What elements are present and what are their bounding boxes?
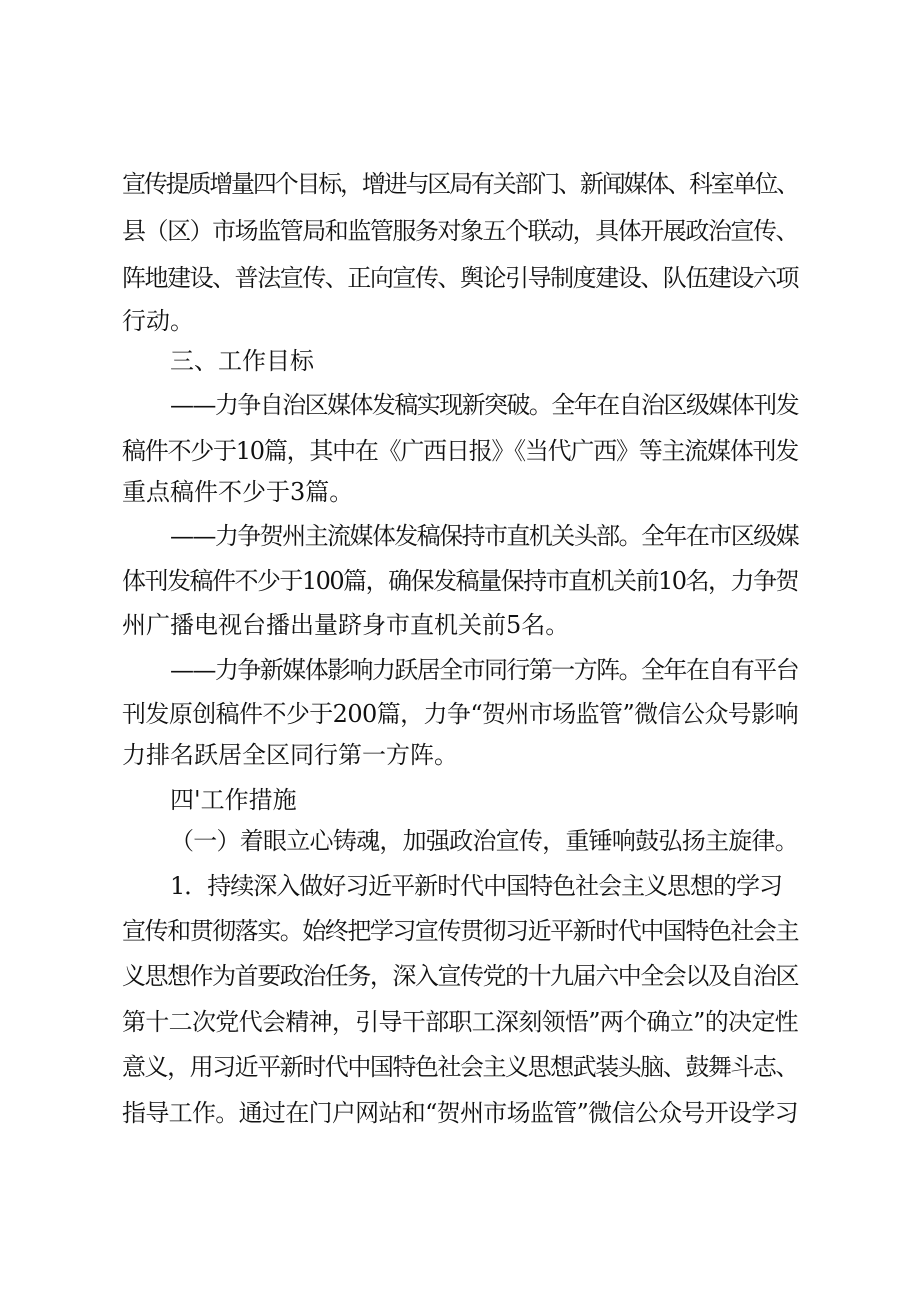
body-text-line: 体刊发稿件不少于100篇，确保发稿量保持市直机关前10名，力争贺: [122, 567, 798, 595]
body-text-line: 县（区）市场监管局和监管服务对象五个联动，具体开展政治宣传、: [122, 217, 798, 245]
body-text-line: 行动。: [122, 307, 194, 335]
section-heading: 四'工作措施: [170, 786, 297, 814]
body-text-line: 刊发原创稿件不少于200篇，力争“贺州市场监管”微信公众号影响: [122, 700, 798, 728]
body-text-line: 意义，用习近平新时代中国特色社会主义思想武装头脑、鼓舞斗志、: [122, 1053, 798, 1081]
body-text-line: 阵地建设、普法宣传、正向宣传、舆论引导制度建设、队伍建设六项: [122, 264, 798, 292]
body-text-line: ——力争贺州主流媒体发稿保持市直机关头部。全年在市区级媒: [170, 522, 799, 550]
body-text-line: ——力争新媒体影响力跃居全市同行第一方阵。全年在自有平台: [170, 656, 799, 684]
body-text-line: 义思想作为首要政治任务，深入宣传党的十九届六中全会以及自治区: [122, 962, 798, 990]
body-text-line: 指导工作。通过在门户网站和“贺州市场监管”微信公众号开设学习: [122, 1099, 798, 1127]
body-text-line: 宣传和贯彻落实。始终把学习宣传贯彻习近平新时代中国特色社会主: [122, 917, 798, 945]
item-heading: 1．持续深入做好习近平新时代中国特色社会主义思想的学习: [170, 872, 782, 900]
body-text-line: 稿件不少于10篇，其中在《广西日报》《当代广西》等主流媒体刊发: [122, 437, 799, 465]
body-text-line: 重点稿件不少于3篇。: [122, 478, 354, 506]
section-heading: 三、工作目标: [170, 347, 314, 375]
body-text-line: 州广播电视台播出量跻身市直机关前5名。: [122, 611, 570, 639]
subsection-heading: （一）着眼立心铸魂，加强政治宣传，重锤响鼓弘扬主旋律。: [170, 827, 798, 855]
body-text-line: ——力争自治区媒体发稿实现新突破。全年在自治区级媒体刊发: [170, 391, 799, 419]
body-text-line: 宣传提质增量四个目标，增进与区局有关部门、新闻媒体、科室单位、: [122, 170, 798, 198]
body-text-line: 力排名跃居全区同行第一方阵。: [122, 741, 458, 769]
body-text-line: 第十二次党代会精神，引导干部职工深刻领悟”两个确立”的决定性: [122, 1008, 798, 1036]
